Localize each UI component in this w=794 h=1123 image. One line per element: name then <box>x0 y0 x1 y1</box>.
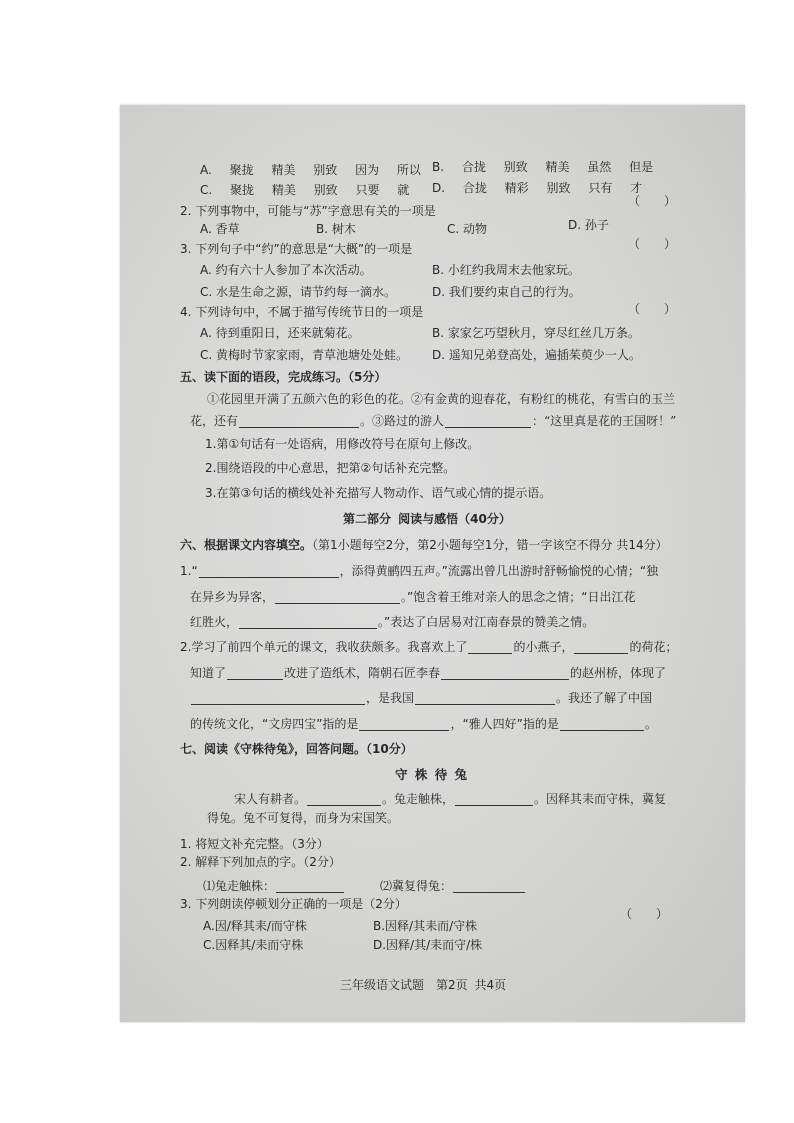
answer-blank <box>453 880 525 893</box>
q2-option-a: A. 香草 <box>200 222 240 236</box>
fill-text: ⑵冀复得兔： <box>380 879 453 893</box>
fill-text: 。”饱含着王维对亲人的思念之情；“日出江花 <box>401 590 636 604</box>
answer-parentheses: （ ） <box>620 907 669 921</box>
answer-blank <box>276 880 344 893</box>
fill-text: 。 <box>644 717 657 731</box>
q4-option-a: A. 待到重阳日，还来就菊花。 <box>200 326 360 340</box>
section6-heading-line <box>180 537 668 553</box>
section5-task-1: 1.第①句话有一处语病，用修改符号在原句上修改。 <box>205 437 480 451</box>
q1-option-c: C. 聚拢 精美 别致 只要 就 <box>200 183 410 197</box>
answer-blank <box>227 667 283 680</box>
section6-q2-line-3 <box>190 690 652 706</box>
fill-text: 1.“ <box>180 564 198 578</box>
q4-option-d: D. 遥知兄弟登高处，遍插茱萸少一人。 <box>432 348 641 362</box>
fill-text: 。我还了解了中国 <box>556 691 653 705</box>
passage-text: 。③路过的游人 <box>360 414 445 428</box>
section6-q2-line-2 <box>190 665 666 681</box>
answer-blank <box>275 591 400 604</box>
fill-text: 的传统文化，“文房四宝”指的是 <box>190 717 359 731</box>
fill-text: ，“雅人四好”指的是 <box>450 717 559 731</box>
section6-score-note: （第1小题每空2分，第2小题每空1分，错一字该空不得分 共14分） <box>312 538 668 552</box>
passage-text: ：“这里真是花的王国呀！” <box>532 414 677 428</box>
exam-paper <box>120 105 745 1022</box>
q3-option-b: B. 小红约我周末去他家玩。 <box>432 263 580 277</box>
section5-task-3: 3.在第③句话的横线处补充描写人物动作、语气或心情的提示语。 <box>205 486 552 500</box>
answer-blank <box>468 641 512 654</box>
section5-heading: 五、读下面的语段，完成练习。（5分） <box>180 370 387 384</box>
section7-q2-item-2 <box>380 878 526 894</box>
fill-text: 在异乡为异客， <box>190 590 275 604</box>
passage-text: 。因释其耒而守株，冀复 <box>534 792 667 806</box>
passage-title: 守 株 待 兔 <box>395 767 468 782</box>
q2-option-b: B. 树木 <box>316 222 356 236</box>
answer-blank <box>191 692 365 705</box>
fill-text: ，添得黄鹂四五声。”流露出曾几出游时舒畅愉悦的心情；“独 <box>339 564 659 578</box>
fill-text: 红胜火， <box>190 615 239 629</box>
fill-text: 。”表达了白居易对江南春景的赞美之情。 <box>378 615 595 629</box>
section6-q1-line-2 <box>190 589 635 605</box>
q2-stem: 2. 下列事物中，可能与“苏”字意思有关的一项是 <box>180 204 436 218</box>
section6-q1-line-3 <box>190 614 594 630</box>
answer-blank <box>415 692 555 705</box>
section7-q2: 2. 解释下列加点的字。（2分） <box>180 855 341 869</box>
q2-option-c: C. 动物 <box>447 222 488 236</box>
passage-text: 宋人有耕者。 <box>234 792 307 806</box>
section5-passage-line-2 <box>190 413 676 429</box>
fill-text: 知道了 <box>190 666 227 680</box>
q1-option-d: D. 合拢 精彩 别致 只有 才 <box>432 181 643 195</box>
fill-text: 改进了造纸术，隋朝石匠李春 <box>284 666 441 680</box>
answer-blank <box>239 415 359 428</box>
section7-q2-item-1 <box>203 878 345 894</box>
fill-text: ，是我国 <box>366 691 415 705</box>
q4-option-b: B. 家家乞巧望秋月，穿尽红丝几万条。 <box>432 326 640 340</box>
answer-parentheses: （ ） <box>628 194 677 208</box>
section6-q2-line-4 <box>190 716 657 732</box>
answer-blank <box>307 793 381 806</box>
section7-q1: 1. 将短文补充完整。（3分） <box>180 837 329 851</box>
section7-passage-line-1 <box>234 791 666 807</box>
section7-q3-option-c: C.因释其/耒而守株 <box>203 938 304 952</box>
answer-blank <box>359 718 449 731</box>
answer-blank <box>445 415 531 428</box>
q3-option-a: A. 约有六十人参加了本次活动。 <box>200 263 372 277</box>
section7-q3-option-b: B.因释/其耒而/守株 <box>373 919 478 933</box>
passage-text: 花，还有 <box>190 414 239 428</box>
q3-option-c: C. 水是生命之源，请节约每一滴水。 <box>200 285 397 299</box>
answer-blank <box>239 616 377 629</box>
section7-q3-option-d: D.因释/其/耒而守/株 <box>373 938 483 952</box>
answer-blank <box>574 641 628 654</box>
q3-stem: 3. 下列句子中“约”的意思是“大概”的一项是 <box>180 242 413 256</box>
answer-parentheses: （ ） <box>628 237 677 251</box>
q4-stem: 4. 下列诗句中，不属于描写传统节日的一项是 <box>180 305 424 319</box>
answer-blank <box>199 565 339 578</box>
section6-q1-line-1 <box>180 563 658 579</box>
answer-blank <box>455 793 533 806</box>
section5-passage-line-1: ①花园里开满了五颜六色的彩色的花。②有金黄的迎春花，有粉红的桃花，有雪白的玉兰 <box>207 392 676 406</box>
q2-option-d: D. 孙子 <box>568 218 609 232</box>
q1-option-a: A. 聚拢 精美 别致 因为 所以 <box>200 163 421 177</box>
section6-heading: 六、根据课文内容填空。 <box>180 538 313 552</box>
section7-heading: 七、阅读《守株待兔》，回答问题。（10分） <box>180 742 413 756</box>
q4-option-c: C. 黄梅时节家家雨，青草池塘处处蛙。 <box>200 348 409 362</box>
part2-title: 第二部分 阅读与感悟（40分） <box>343 512 511 526</box>
answer-parentheses: （ ） <box>628 302 677 316</box>
section5-task-2: 2.围绕语段的中心意思，把第②句话补充完整。 <box>205 461 456 475</box>
page-footer: 三年级语文试题 第2页 共4页 <box>340 978 507 992</box>
fill-text: 2.学习了前四个单元的课文，我收获颇多。我喜欢上了 <box>180 640 468 654</box>
fill-text: ⑴兔走触株： <box>203 879 276 893</box>
section7-passage-line-2: 得兔。兔不可复得，而身为宋国笑。 <box>207 811 400 825</box>
section7-q3-option-a: A.因/释其耒/而守株 <box>203 919 307 933</box>
answer-blank <box>560 718 644 731</box>
answer-blank <box>441 667 569 680</box>
q3-option-d: D. 我们要约束自己的行为。 <box>432 285 581 299</box>
section6-q2-line-1 <box>180 639 677 655</box>
section7-q3-stem: 3. 下列朗读停顿划分正确的一项是（2分） <box>180 897 407 911</box>
fill-text: 的赵州桥，体现了 <box>570 666 667 680</box>
fill-text: 的荷花； <box>629 640 678 654</box>
q1-option-b: B. 合拢 别致 精美 虽然 但是 <box>432 160 654 174</box>
fill-text: 的小燕子， <box>513 640 574 654</box>
passage-text: 。兔走触株， <box>382 792 455 806</box>
